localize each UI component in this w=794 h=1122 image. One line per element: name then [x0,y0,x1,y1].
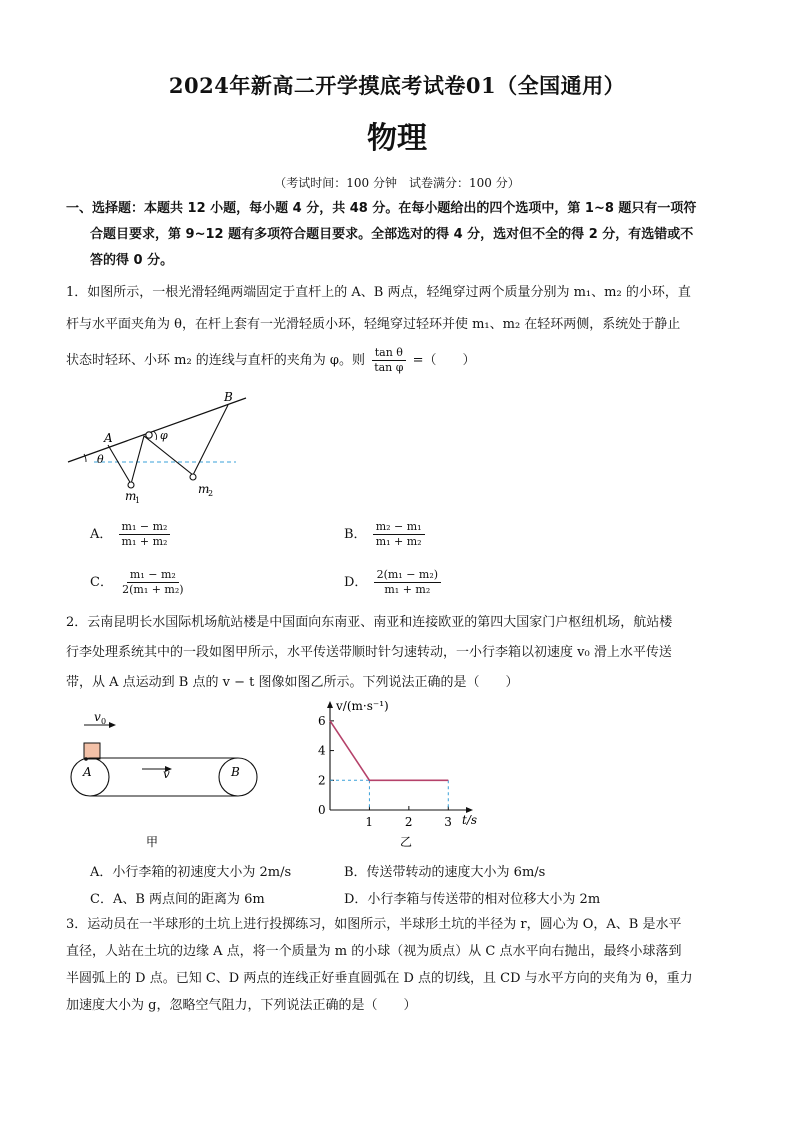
q3-line1: 3．运动员在一半球形的土坑上进行投掷练习，如图所示，半球形土坑的半径为 r，圆心为 O，A、B 是水平 [66,917,682,932]
y-tick-label: 4 [318,743,326,758]
rod-line [68,398,246,462]
subject-title: 物理 [367,121,427,156]
q1-option-d-den: m₁ + m₂ [384,583,431,596]
q2-option-d[interactable]: D．小行李箱与传送带的相对位移大小为 2m [344,892,601,907]
q3-line2: 直径，人站在土坑的边缘 A 点，将一个质量为 m 的小球（视为质点）从 C 点水平向右抛出，最终小球落到 [66,944,682,959]
phi-arc [153,431,157,440]
q3-line4: 加速度大小为 g，忽略空气阻力，下列说法正确的是（ ） [66,998,417,1013]
section-instructions-line1: 一、选择题：本题共 12 小题，每小题 4 分，共 48 分。在每小题给出的四个选项中，第 1~8 题只有一项符 [66,201,697,216]
q1-option-c-label: C． [90,575,113,590]
q1-option-a-den: m₁ + m₂ [121,535,168,548]
label-theta: θ [97,453,104,466]
label-phi: φ [160,429,168,442]
q1-option-b-label: B． [344,527,367,542]
caption-jia: 甲 [146,835,159,849]
q1-option-a-num: m₁ − m₂ [119,520,171,535]
q1-option-c-den: 2(m₁ + m₂) [122,583,184,596]
rope-line [108,405,228,484]
x-tick-label: 1 [365,815,374,829]
label-m2-sub: 2 [208,489,214,498]
q1-line2: 杆与水平面夹角为 θ，在杆上套有一光滑轻质小环，轻绳穿过轻环并使 m₁、m₂ 在轻环两侧，系统处于静止 [66,317,681,332]
q1-line3-end: =（ ） [412,353,476,368]
q1-fraction-den: tan φ [374,361,404,374]
q2-option-c[interactable]: C．A、B 两点间的距离为 6m [90,892,265,907]
label-v0: v [94,710,101,724]
q2-line2: 行李处理系统其中的一段如图甲所示，水平传送带顺时针匀速转动，一小行李箱以初速度 v₀ 滑上水平传送 [66,645,672,660]
q1-option-d-label: D． [344,575,368,590]
section-instructions-line3: 答的得 0 分。 [90,253,174,268]
light-ring [146,432,152,438]
q2-option-a[interactable]: A．小行李箱的初速度大小为 2m/s [90,865,292,880]
ring-m1 [128,482,134,488]
q1-option-b-frac [373,520,425,549]
q1-option-b-num: m₂ − m₁ [373,520,425,535]
q1-option-c[interactable] [90,568,189,597]
q2-option-b[interactable]: B．传送带转动的速度大小为 6m/s [344,865,546,880]
q2-line3: 带，从 A 点运动到 B 点的 v − t 图像如图乙所示。下列说法正确的是（ ） [66,675,519,690]
y-axis-label: v/(m·s⁻¹) [336,699,389,713]
q1-option-d[interactable] [344,568,443,597]
q1-option-a[interactable] [90,520,172,549]
x-axis-label: t/s [462,813,478,827]
label-m1: m [125,489,137,503]
q1-option-b[interactable] [344,520,427,549]
q1-line1: 1．如图所示，一根光滑轻绳两端固定于直杆上的 A、B 两点，轻绳穿过两个质量分别为 m₁、m₂ 的小环，直 [66,285,691,300]
q3-line3: 半圆弧上的 D 点。已知 C、D 两点的连线正好垂直圆弧在 D 点的切线，且 CD 与水平方向的夹角为 θ，重力 [66,971,693,986]
label-A: A [83,765,92,779]
label-B: B [224,390,233,404]
q1-option-c-frac [119,568,186,597]
caption-yi: 乙 [400,835,413,849]
q2-line1: 2．云南昆明长水国际机场航站楼是中国面向东南亚、南亚和连接欧亚的第四大国家门户枢纽机场，航站楼 [66,615,673,630]
v0-arrow-head [109,722,116,728]
q1-option-a-frac [119,520,171,549]
q1-line3 [66,346,476,375]
label-A: A [104,431,113,445]
q1-fraction-num: tan θ [372,346,406,361]
y-tick-label: 2 [318,773,326,788]
label-m2: m [198,482,210,496]
exam-meta: （考试时间：100 分钟 试卷满分：100 分） [274,176,520,190]
q1-option-d-frac [374,568,441,597]
q1-fraction [371,346,406,375]
y-tick-label: 6 [318,713,326,728]
x-tick-label: 3 [444,815,452,829]
y-tick-label: 0 [318,803,326,817]
q1-figure [64,388,264,506]
label-m1-sub: 1 [135,496,141,505]
label-B: B [231,765,240,779]
section-instructions-line2: 合题目要求，第 9~12 题有多项符合题目要求。全部选对的得 4 分，选对但不全的得 2 分，有选错或不 [90,227,694,242]
y-axis-arrow [327,701,333,708]
q1-line3-text: 状态时轻环、小环 m₂ 的连线与直杆的夹角为 φ。则 [66,353,366,368]
label-v0-sub: 0 [101,717,107,726]
point-A [84,757,88,761]
q2-vt-graph [300,698,500,856]
q1-option-a-label: A． [90,527,113,542]
exam-title: 2024年新高二开学摸底考试卷01（全国通用） [168,73,626,98]
ring-m2 [190,474,196,480]
q1-option-b-den: m₁ + m₂ [375,535,422,548]
q2-belt-figure [64,708,274,856]
label-v: v [163,767,170,781]
q1-option-d-num: 2(m₁ − m₂) [374,568,441,583]
series-line-v [330,721,448,780]
x-tick-label: 2 [404,815,413,829]
q1-option-c-num: m₁ − m₂ [127,568,179,583]
luggage-box [84,743,100,759]
